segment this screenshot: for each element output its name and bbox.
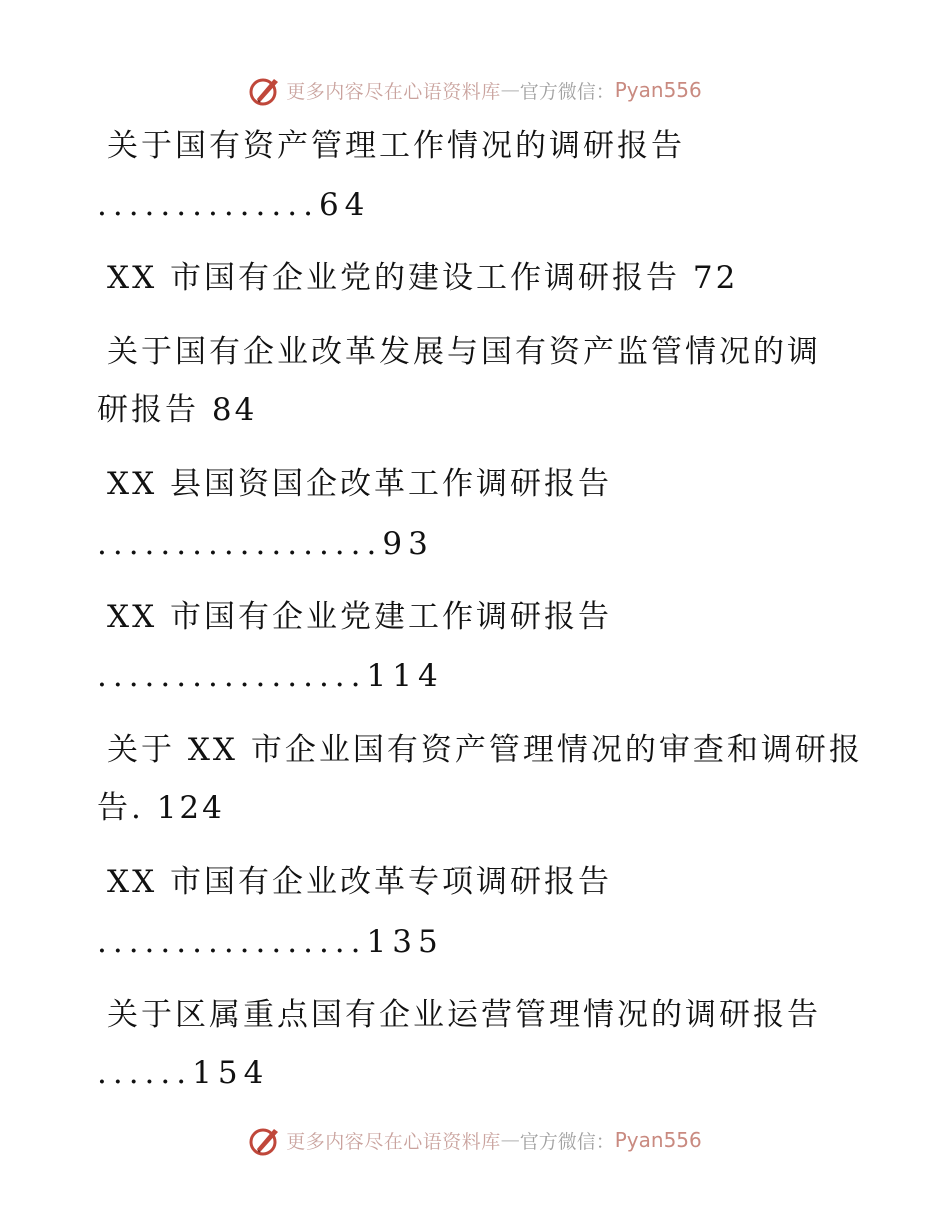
banner-dash: — xyxy=(500,79,520,101)
toc-entry-8: 关于区属重点国有企业运营管理情况的调研报告 xyxy=(107,997,821,1033)
toc-entry-6-cont: 告. 124 xyxy=(97,790,225,826)
toc-entry-4: XX 县国资国企改革工作调研报告 xyxy=(107,466,612,502)
toc-entry-5-page: .................114 xyxy=(97,658,444,694)
wechat-id: Pyan556 xyxy=(614,1128,702,1152)
toc-entry-7-page: .................135 xyxy=(97,924,444,960)
toc-entry-8-page: ......154 xyxy=(97,1055,270,1091)
wechat-label: 官方微信： xyxy=(519,80,615,103)
banner-text: 更多内容尽在心语资料库 xyxy=(286,1130,501,1153)
banner-text: 更多内容尽在心语资料库 xyxy=(286,80,501,103)
toc-entry-4-page: ..................93 xyxy=(97,526,434,562)
wechat-id: Pyan556 xyxy=(614,78,702,102)
banner-dash: — xyxy=(500,1129,520,1151)
wechat-label: 官方微信： xyxy=(519,1130,615,1153)
pen-logo-icon xyxy=(248,73,282,107)
toc-entry-2: XX 市国有企业党的建设工作调研报告 72 xyxy=(107,260,739,296)
toc-entry-1: 关于国有资产管理工作情况的调研报告 xyxy=(107,128,685,164)
toc-entry-7: XX 市国有企业改革专项调研报告 xyxy=(107,864,612,900)
toc-entry-3: 关于国有企业改革发展与国有资产监管情况的调 xyxy=(107,334,821,370)
toc-entry-5: XX 市国有企业党建工作调研报告 xyxy=(107,599,612,635)
pen-logo-icon xyxy=(248,1123,282,1157)
toc-entry-3-cont: 研报告 84 xyxy=(97,392,258,428)
toc-entry-6: 关于 XX 市企业国有资产管理情况的审查和调研报 xyxy=(107,732,863,768)
footer-banner xyxy=(0,1120,950,1160)
header-banner xyxy=(0,70,950,110)
toc-entry-1-page: ..............64 xyxy=(97,187,371,223)
